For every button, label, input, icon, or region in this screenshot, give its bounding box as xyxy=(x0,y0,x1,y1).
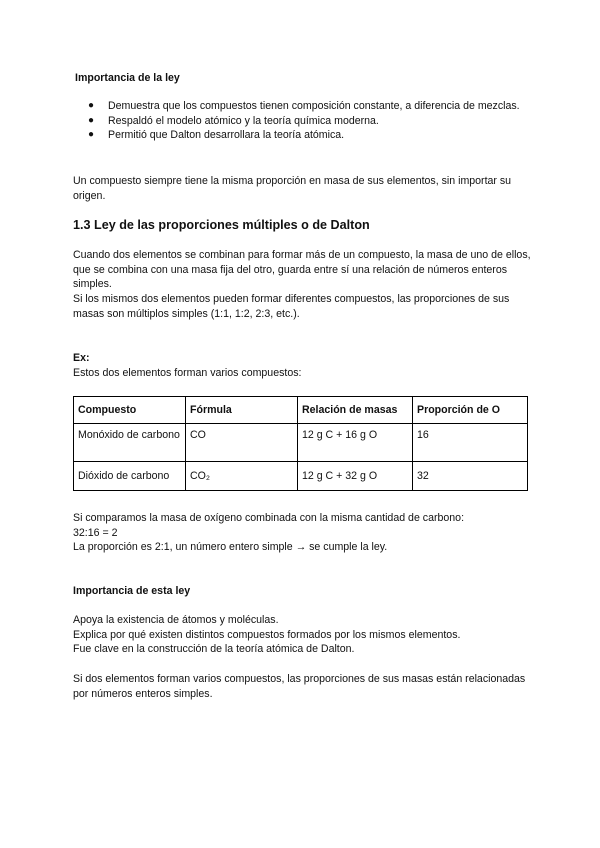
table-cell: Monóxido de carbono xyxy=(74,424,186,462)
example-intro: Estos dos elementos forman varios compuestos: xyxy=(73,367,302,379)
importance-line: Fue clave en la construcción de la teoría atómica de Dalton. xyxy=(73,643,355,656)
importance-lines xyxy=(73,613,533,657)
section-heading-ley-proporciones: 1.3 Ley de las proporciones múltiples o de Dalton xyxy=(73,218,370,232)
section-heading-importancia-ley: Importancia de la ley xyxy=(75,72,180,84)
compounds-table xyxy=(73,396,528,491)
definition-paragraph: Cuando dos elementos se combinan para formar más de un compuesto, la masa de uno de ellos, que se combina con una masa fija del otro, guarda entre sí una relación de números enteros simples. xyxy=(73,249,531,291)
example-label: Ex: xyxy=(73,352,90,364)
table-cell: 32 xyxy=(413,462,528,491)
table-cell: 12 g C + 32 g O xyxy=(298,462,413,491)
table-header-cell: Compuesto xyxy=(74,397,186,424)
importance-line: Apoya la existencia de átomos y moléculas. xyxy=(73,614,279,626)
comparison-line: Si comparamos la masa de oxígeno combinada con la misma cantidad de carbono: xyxy=(73,512,465,524)
table-header-cell: Fórmula xyxy=(186,397,298,424)
table-cell: CO₂ xyxy=(186,462,298,491)
summary-paragraph: Un compuesto siempre tiene la misma proporción en masa de sus elementos, sin importar su origen. xyxy=(73,175,512,202)
comparison-line: 32:16 = 2 xyxy=(73,526,118,539)
table-cell: Dióxido de carbono xyxy=(74,462,186,491)
table-cell: CO xyxy=(186,424,298,462)
explanation-paragraph: Si los mismos dos elementos pueden formar diferentes compuestos, las proporciones de sus masas son múltiplos simples (1:1, 1:2, 2:3, etc.). xyxy=(73,293,510,320)
table-cell: 12 g C + 16 g O xyxy=(298,424,413,462)
bullet-icon: ● xyxy=(88,100,95,111)
table-cell: 16 xyxy=(413,424,528,462)
table-header-row xyxy=(74,397,528,424)
comparison-line: La proporción es 2:1, un número entero simple → se cumple la ley. xyxy=(73,541,388,554)
list-item: ● Permitió que Dalton desarrollara la teoría atómica. xyxy=(88,129,345,142)
bullet-list xyxy=(88,99,528,143)
closing-paragraph: Si dos elementos forman varios compuestos, las proporciones de sus masas están relacionadas por números enteros simples. xyxy=(73,673,526,700)
table-row xyxy=(74,462,528,491)
table-header-cell: Proporción de O xyxy=(413,397,528,424)
table-header-cell: Relación de masas xyxy=(298,397,413,424)
list-item: ● Respaldó el modelo atómico y la teoría química moderna. xyxy=(88,114,379,127)
section-heading-importancia-esta-ley: Importancia de esta ley xyxy=(73,585,191,597)
comparison-paragraph xyxy=(73,511,533,555)
list-item: ● Demuestra que los compuestos tienen composición constante, a diferencia de mezclas. xyxy=(88,100,520,112)
bullet-icon: ● xyxy=(88,129,95,141)
bullet-icon: ● xyxy=(88,114,95,126)
importance-line: Explica por qué existen distintos compuestos formados por los mismos elementos. xyxy=(73,628,461,641)
table-row xyxy=(74,424,528,462)
